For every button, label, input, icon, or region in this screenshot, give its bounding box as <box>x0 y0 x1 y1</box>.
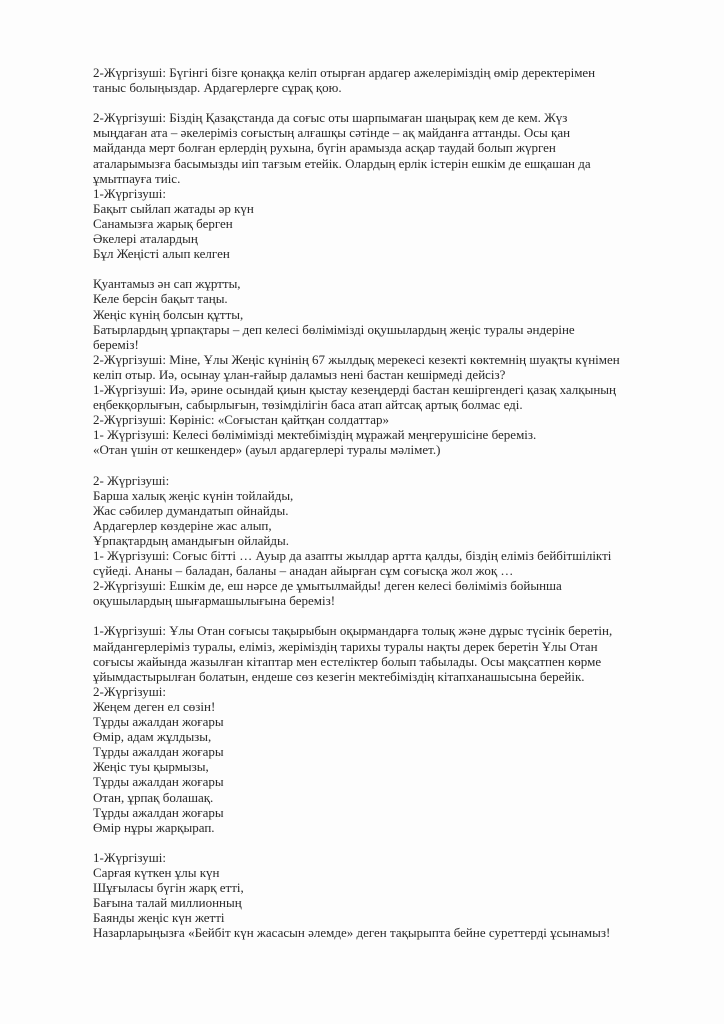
text-line: 1-Жүргізуші: Иә, әрине осындай қиын қыстау кезеңдерді бастан кешіргендегі қазақ халқының <box>93 381 616 397</box>
text-line: 1-Жүргізуші: <box>93 849 167 865</box>
text-line: Ардагерлер көздеріне жас алып, <box>93 517 272 533</box>
text-line: 1- Жүргізуші: Соғыс бітті … Ауыр да азапты жылдар артта қалды, біздің еліміз бейбітшілікті <box>93 548 612 563</box>
blank-line <box>93 95 688 110</box>
document-text-block <box>93 65 688 940</box>
text-line: Назарларыңызға «Бейбіт күн жасасын әлемде» деген тақырыпта бейне суреттерді ұсынамыз! <box>93 925 611 941</box>
text-line: Ұрпақтардың амандығын ойлайды. <box>93 532 289 548</box>
text-line: Жеңіс туы қырмызы, <box>93 759 209 775</box>
text-line: Барша халық жеңіс күнін тойлайды, <box>93 487 294 503</box>
text-line: 2-Жүргізуші: Біздің Қазақстанда да соғыс оты шарпымаған шаңырақ кем де кем. Жүз <box>93 110 568 126</box>
text-line: Тұрды ажалдан жоғары <box>93 804 224 820</box>
text-line: соғысы жайында жазылған кітаптар мен естеліктер болып табылады. Осы мақсатпен көрме <box>93 653 602 669</box>
text-line: Жеңіс күнің болсын құтты, <box>93 306 244 322</box>
text-line: Тұрды ажалдан жоғары <box>93 714 224 730</box>
text-line: 2- Жүргізуші: <box>93 472 170 488</box>
text-line: келіп отыр. Иә, осынау ұлан-ғайыр даламыз нені бастан кешірмеді дейсіз? <box>93 366 506 382</box>
text-line: Тұрды ажалдан жоғары <box>93 744 224 760</box>
blank-line <box>93 457 688 472</box>
text-line: Бағына талай миллионның <box>93 895 242 911</box>
text-line: майданда мерт болған ерлердің рухына, бүгін арамызда асқар таудай болып жүрген <box>93 140 556 156</box>
text-line: Отан, ұрпақ болашақ. <box>93 789 214 805</box>
text-line: Санамызға жарық берген <box>93 215 233 231</box>
text-line: мыңдаған ата – әкелеріміз соғыстың алғашқы сәтінде – ақ майданға аттанды. Осы қан <box>93 125 571 141</box>
text-line: Баянды жеңіс күн жетті <box>93 910 225 926</box>
text-line: аталарымызға басымызды иіп тағзым етейік. Олардың ерлік істерін ешкім де ешқашан да <box>93 155 591 171</box>
blank-line <box>93 835 688 850</box>
text-line: оқушылардың шығармашылығына береміз! <box>93 593 336 609</box>
text-line: 2-Жүргізуші: <box>93 683 167 699</box>
text-line: 2-Жүргізуші: Бүгінгі бізге қонаққа келіп отырған ардагер ажелеріміздің өмір деректерімен <box>93 65 596 80</box>
text-line: 1-Жүргізуші: Ұлы Отан соғысы тақырыбын оқырмандарға толық және дұрыс түсінік беретін, <box>93 623 613 639</box>
text-line: 2-Жүргізуші: Көрініс: «Соғыстан қайтқан солдаттар» <box>93 412 390 428</box>
text-line: майдангерлеріміз туралы, еліміз, жеріміздің тарихы туралы нақты дерек беретін Ұлы Отан <box>93 638 598 654</box>
text-line: Шұғыласы бүгін жарқ етті, <box>93 880 244 896</box>
blank-line <box>93 261 688 276</box>
text-line: таныс болыңыздар. Ардагерлерге сұрақ қою. <box>93 80 342 96</box>
text-line: Өмір нұры жарқырап. <box>93 819 215 835</box>
text-line: сүйеді. Ананы – баладан, баланы – анадан айырған сұм соғысқа жол жоқ … <box>93 563 514 579</box>
text-line: Батырлардың ұрпақтары – деп келесі бөлімімізді оқушылардың жеңіс туралы әндеріне <box>93 321 575 337</box>
text-line: 2-Жүргізуші: Ешкім де, еш нәрсе де ұмытылмайды! деген келесі бөліміміз бойынша <box>93 578 562 594</box>
text-line: 1- Жүргізуші: Келесі бөлімімізді мектебіміздің мұражай меңгерушісіне береміз. <box>93 427 537 443</box>
text-line: 1-Жүргізуші: <box>93 185 167 201</box>
text-line: Жас сәбилер думандатып ойнайды. <box>93 502 289 518</box>
text-line: Сарғая күткен ұлы күн <box>93 864 220 880</box>
text-line: ұмытпауға тиіс. <box>93 170 181 186</box>
text-line: Тұрды ажалдан жоғары <box>93 774 224 790</box>
text-line: Бақыт сыйлап жатады әр күн <box>93 200 254 216</box>
text-line: береміз! <box>93 336 139 352</box>
text-line: Бұл Жеңісті алып келген <box>93 246 230 262</box>
text-line: Келе берсін бақыт таңы. <box>93 291 228 307</box>
text-line: Жеңем деген ел сөзін! <box>93 698 216 714</box>
text-line: Өмір, адам жұлдызы, <box>93 729 212 745</box>
text-line: ұйымдастырылған болатын, ендеше сөз кезегін мектебіміздің кітапханашысына берейік. <box>93 668 585 684</box>
text-line: еңбекқорлығын, сабырлығын, төзімділігін баса атап айтсақ артық болмас еді. <box>93 397 523 413</box>
text-line: Қуантамыз ән сап жұртты, <box>93 276 241 292</box>
text-line: Әкелері аталардың <box>93 231 198 247</box>
text-line: «Отан үшін от кешкендер» (ауыл ардагерлері туралы мәлімет.) <box>93 442 441 458</box>
blank-line <box>93 608 688 623</box>
text-line: 2-Жүргізуші: Міне, Ұлы Жеңіс күнінің 67 жылдық мерекесі кезекті көктемнің шуақты күнімен <box>93 351 620 367</box>
